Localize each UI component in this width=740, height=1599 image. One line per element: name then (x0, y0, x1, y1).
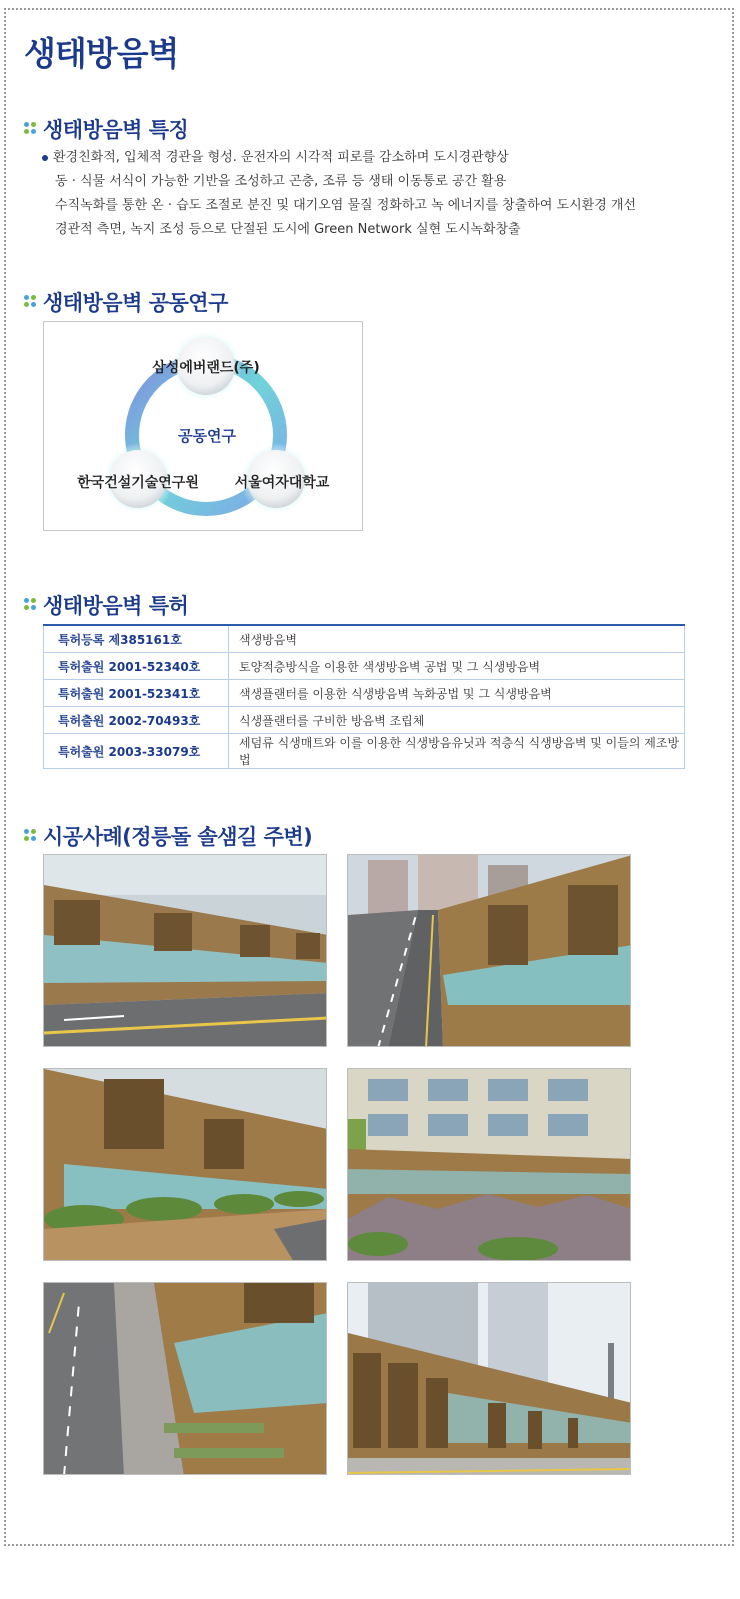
features-list (42, 146, 636, 242)
patent-title: 색생방음벽 (229, 625, 685, 653)
partner-label-swu: 서울여자대학교 (234, 475, 330, 491)
bullet-dots-icon (24, 122, 38, 136)
patent-title: 색생플랜터를 이용한 식생방음벽 녹화공법 및 그 식생방음벽 (229, 680, 685, 707)
case-photo-2 (347, 854, 631, 1047)
cases-heading (24, 821, 312, 851)
list-item (42, 194, 636, 218)
bullet-dots-icon (24, 829, 38, 843)
patents-heading (24, 590, 188, 620)
table-row (44, 625, 685, 653)
patent-number: 특허출원 2001-52340호 (44, 653, 229, 680)
list-item (42, 170, 636, 194)
case-photo-1 (43, 854, 327, 1047)
list-item (42, 218, 636, 242)
cases-heading-text: 시공사례(정릉돌 솔샘길 주변) (43, 825, 313, 849)
patent-number: 특허출원 2003-33079호 (44, 734, 229, 769)
patent-number: 특허출원 2002-70493호 (44, 707, 229, 734)
page-title: 생태방음벽 (24, 34, 179, 73)
research-heading-text: 생태방음벽 공동연구 (43, 291, 228, 315)
table-row (44, 680, 685, 707)
table-row (44, 734, 685, 769)
table-row (44, 707, 685, 734)
case-photo-6 (347, 1282, 631, 1475)
partner-label-samsung: 삼성에버랜드(주) (152, 360, 260, 376)
feature-text: 환경친화적, 입체적 경관을 형성. 운전자의 시각적 피로를 감소하며 도시경관향상 (53, 150, 509, 165)
case-photo-4 (347, 1068, 631, 1261)
bullet-dots-icon (24, 295, 38, 309)
partner-label-kict: 한국건설기술연구원 (77, 475, 199, 491)
features-heading (24, 114, 188, 144)
features-heading-text: 생태방음벽 특징 (43, 118, 189, 142)
table-row (44, 653, 685, 680)
research-diagram (43, 321, 363, 531)
patent-title: 세덤류 식생매트와 이를 이용한 식생방음유닛과 적층식 식생방음벽 및 이들의 제조방법 (229, 734, 685, 769)
feature-text: 경관적 측면, 녹지 조성 등으로 단절된 도시에 Green Network 실현 도시녹화창출 (55, 222, 521, 237)
research-center-label: 공동연구 (178, 427, 236, 445)
patents-heading-text: 생태방음벽 특허 (43, 594, 189, 618)
research-heading (24, 287, 228, 317)
patent-title: 토양적층방식을 이용한 색생방음벽 공법 및 그 식생방음벽 (229, 653, 685, 680)
case-photo-5 (43, 1282, 327, 1475)
bullet-dots-icon (24, 598, 38, 612)
patent-number: 특허출원 2001-52341호 (44, 680, 229, 707)
patent-number: 특허등록 제385161호 (44, 625, 229, 653)
case-photo-3 (43, 1068, 327, 1261)
feature-text: 동 · 식물 서식이 가능한 기반을 조성하고 곤충, 조류 등 생태 이동통로 공간 활용 (55, 174, 507, 189)
list-item (42, 146, 636, 170)
bullet-icon (42, 155, 48, 161)
feature-text: 수직녹화를 통한 온 · 습도 조절로 분진 및 대기오염 물질 정화하고 녹 에너지를 창출하여 도시환경 개선 (55, 198, 636, 213)
patent-title: 식생플랜터를 구비한 방음벽 조립체 (229, 707, 685, 734)
patents-table (43, 624, 685, 769)
